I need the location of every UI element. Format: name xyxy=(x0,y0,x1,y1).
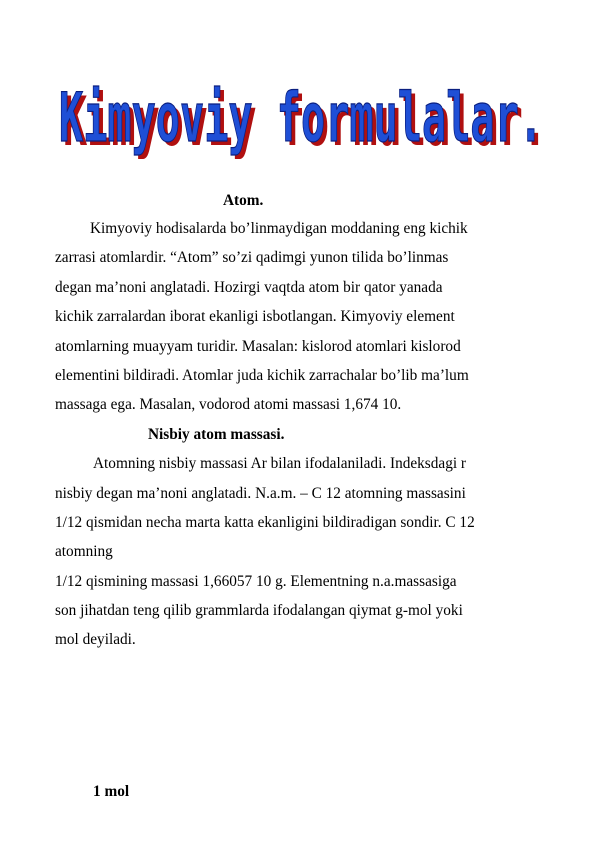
paragraph-line: son jihatdan teng qilib grammlarda ifodalangan qiymat g-mol yoki xyxy=(55,602,463,620)
heading-nisbiy-atom-massasi: Nisbiy atom massasi. xyxy=(148,425,285,443)
paragraph-line: Atomning nisbiy massasi Ar bilan ifodalaniladi. Indeksdagi r xyxy=(93,455,467,473)
paragraph-line: 1/12 qismidan necha marta katta ekanligini bildiradigan sondir. C 12 xyxy=(55,513,475,531)
heading-1-mol: 1 mol xyxy=(93,783,130,800)
title-wordart-graphic xyxy=(55,72,551,162)
paragraph-line: atomning xyxy=(55,543,113,561)
title-text: Kimyoviy formulalar. xyxy=(59,79,543,158)
paragraph-line: elementini bildiradi. Atomlar juda kichik zarrachalar bo’lib ma’lum xyxy=(55,366,469,384)
paragraph-line: mol deyiladi. xyxy=(55,631,136,649)
paragraph-line: Kimyoviy hodisalarda bo’linmaydigan moddaning eng kichik xyxy=(90,220,468,237)
paragraph-line: nisbiy degan ma’noni anglatadi. N.a.m. – C 12 atomning massasini xyxy=(55,484,466,502)
paragraph-line: kichik zarralardan iborat ekanligi isbotlangan. Kimyoviy element xyxy=(55,308,455,326)
body-text xyxy=(55,188,555,655)
title-shadow: Kimyoviy formulalar. xyxy=(63,83,547,162)
paragraph-line: zarrasi atomlardir. “Atom” so’zi qadimgi yunon tilida bo’linmas xyxy=(55,249,449,267)
paragraph-line: massaga ega. Masalan, vodorod atomi massasi 1,674 10. xyxy=(55,396,402,414)
heading-atom: Atom. xyxy=(223,192,264,209)
paragraph-line: degan ma’noni anglatadi. Hozirgi vaqtda atom bir qator yanada xyxy=(55,278,443,296)
title-wordart xyxy=(55,72,551,162)
paragraph-line: atomlarning muayyam turidir. Masalan: kislorod atomlari kislorod xyxy=(55,337,461,355)
paragraph-line: 1/12 qismining massasi 1,66057 10 g. Elementning n.a.massasiga xyxy=(55,572,457,590)
